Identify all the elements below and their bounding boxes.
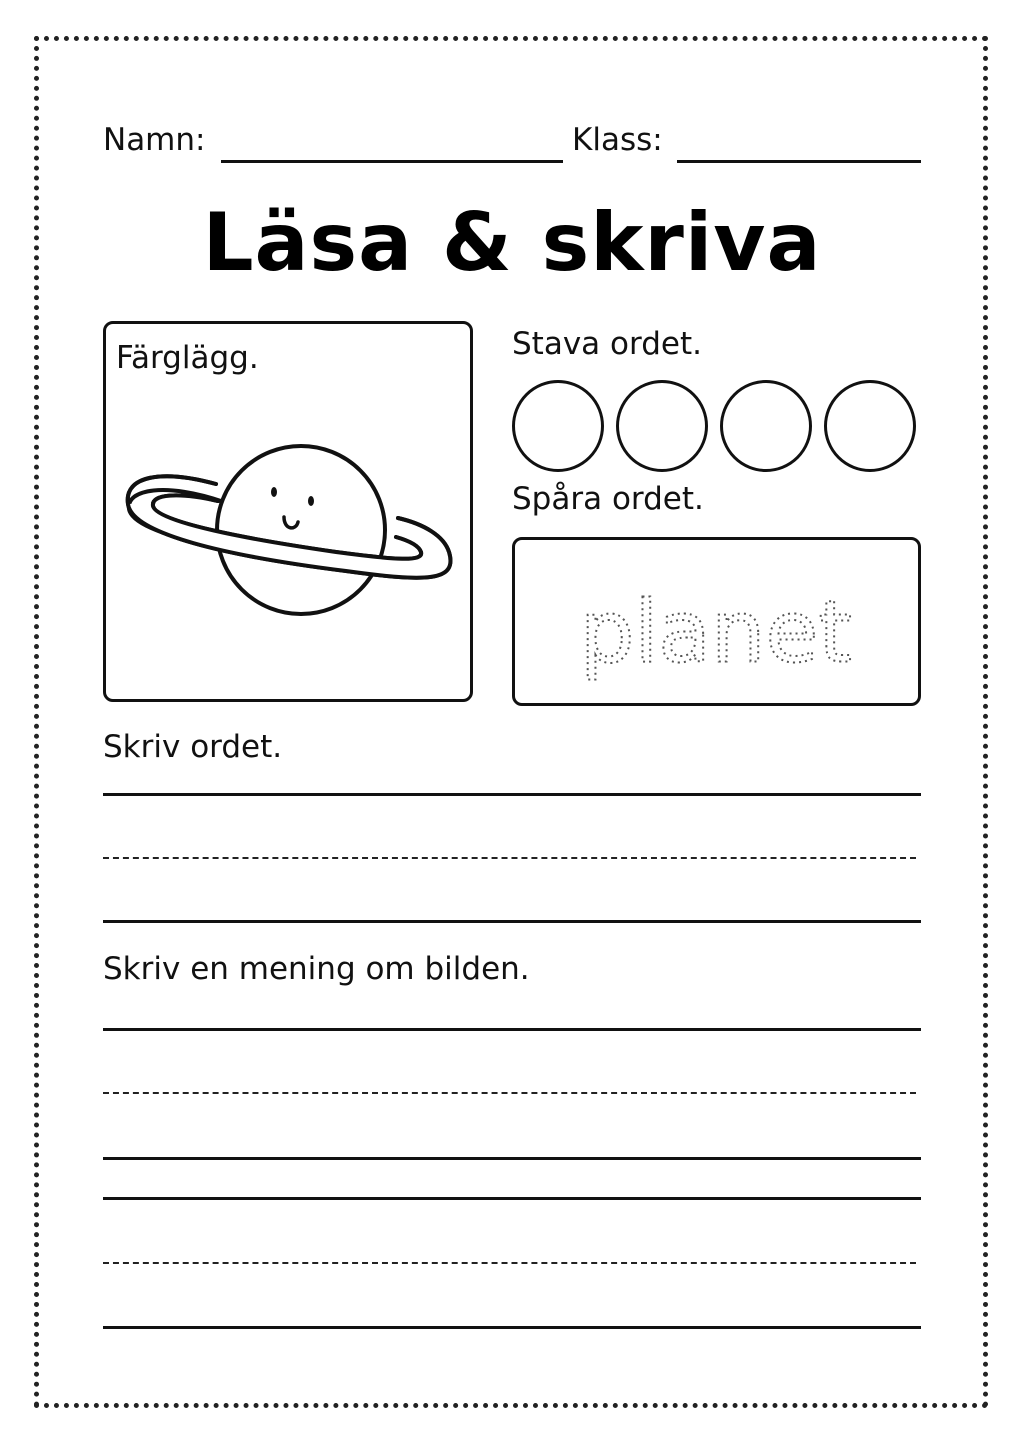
coloring-box[interactable] [103, 321, 473, 702]
write-line-bottom[interactable] [103, 920, 921, 923]
spell-circle[interactable] [616, 380, 708, 472]
spell-circle[interactable] [720, 380, 812, 472]
spell-label: Stava ordet. [512, 326, 702, 362]
trace-label: Spåra ordet. [512, 481, 704, 517]
sentence-line-middle [103, 1092, 916, 1094]
class-field[interactable] [677, 160, 921, 163]
spell-circle[interactable] [824, 380, 916, 472]
coloring-label: Färglägg. [116, 340, 259, 376]
sentence-line-bottom[interactable] [103, 1157, 921, 1160]
write-line-top[interactable] [103, 793, 921, 796]
write-word-label: Skriv ordet. [103, 729, 283, 765]
sentence-line-top[interactable] [103, 1197, 921, 1200]
sentence-line-bottom[interactable] [103, 1326, 921, 1329]
sentence-line-middle [103, 1262, 916, 1264]
trace-box[interactable] [512, 537, 921, 706]
class-label: Klass: [572, 122, 663, 158]
page-title: Läsa & skriva [202, 196, 822, 289]
name-label: Namn: [103, 122, 206, 158]
trace-word-svg [515, 540, 918, 703]
planet-with-ring-icon [106, 324, 470, 699]
spell-circle[interactable] [512, 380, 604, 472]
name-field[interactable] [221, 160, 563, 163]
sentence-line-top[interactable] [103, 1028, 921, 1031]
write-sentence-label: Skriv en mening om bilden. [103, 951, 530, 987]
trace-word: planet [579, 582, 853, 683]
write-line-middle [103, 857, 916, 859]
